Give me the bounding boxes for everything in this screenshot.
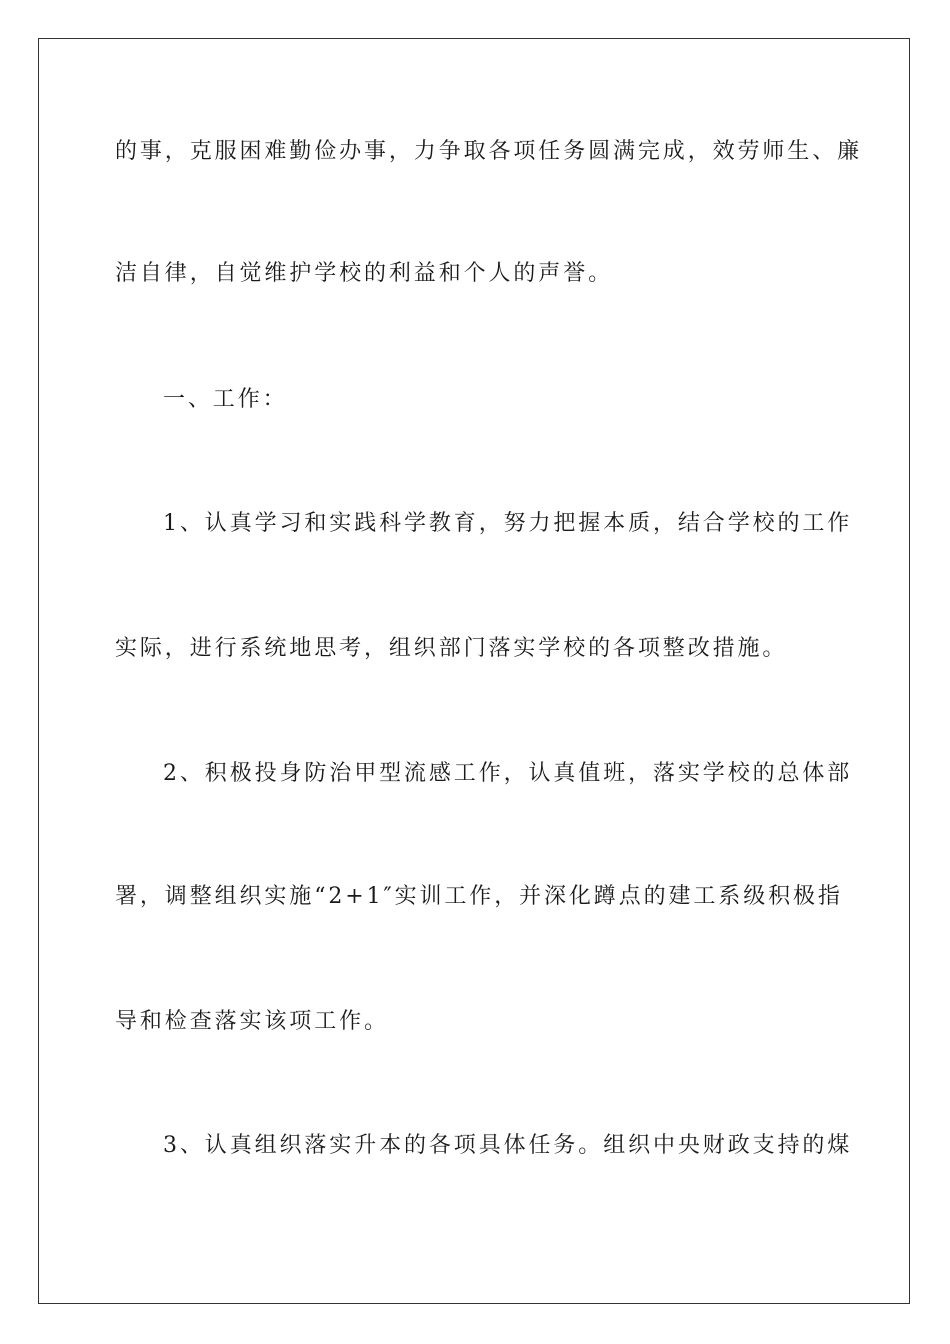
text-line-1: 的事，克服困难勤俭办事，力争取各项任务圆满完成，效劳师生、廉 — [115, 139, 863, 164]
text-line-9: 3、认真组织落实升本的各项具体任务。组织中央财政支持的煤 — [163, 1133, 853, 1158]
text-line-7: 署，调整组织实施“2+1″实训工作，并深化蹲点的建工系级积极指 — [115, 884, 843, 909]
page-border — [38, 38, 910, 1304]
text-line-8: 导和检查落实该项工作。 — [115, 1009, 389, 1034]
text-line-5: 实际，进行系统地思考，组织部门落实学校的各项整改措施。 — [115, 636, 788, 661]
section-heading: 一、工作： — [163, 387, 288, 412]
text-line-2: 洁自律，自觉维护学校的利益和个人的声誉。 — [115, 261, 614, 286]
text-line-4: 1、认真学习和实践科学教育，努力把握本质，结合学校的工作 — [163, 511, 853, 536]
text-line-6: 2、积极投身防治甲型流感工作，认真值班，落实学校的总体部 — [163, 761, 853, 786]
